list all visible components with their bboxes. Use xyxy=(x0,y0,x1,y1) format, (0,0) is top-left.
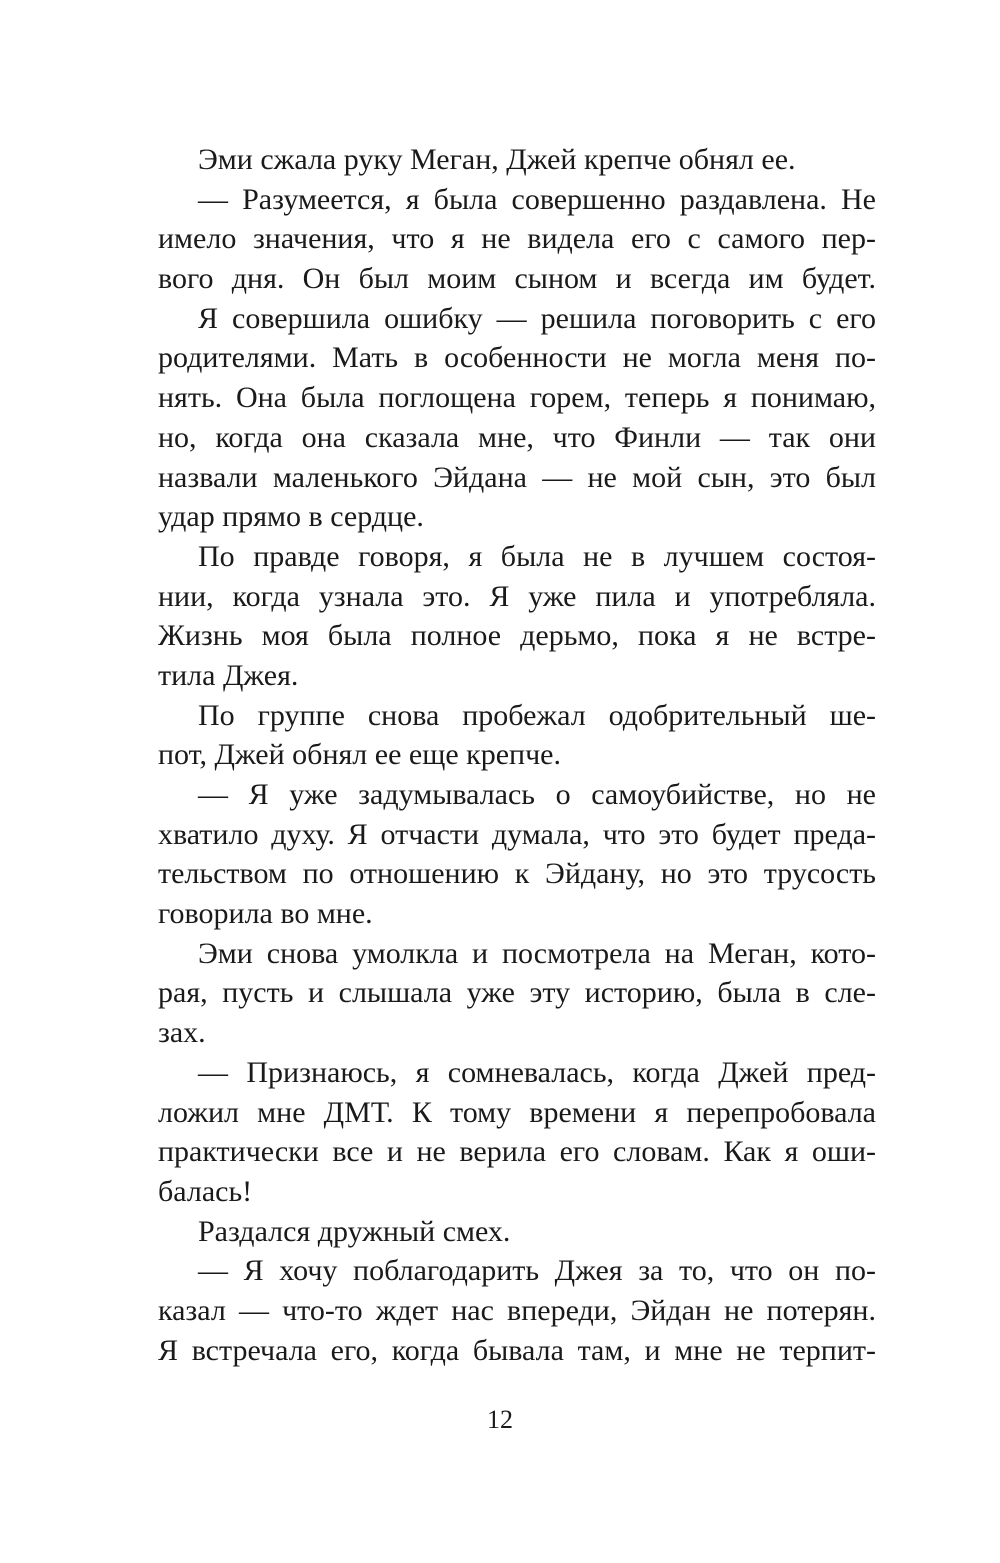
text-line: Эми снова умолкла и посмотрела на Меган, кото- xyxy=(198,936,876,970)
text-line: Эми сжала руку Меган, Джей крепче обнял ее. xyxy=(198,143,796,176)
text-line: но, когда она сказала мне, что Финли — так они xyxy=(158,420,876,454)
text-line: Я совершила ошибку — решила поговорить с его xyxy=(198,301,876,335)
text-line: имело значения, что я не видела его с самого пер- xyxy=(158,222,876,256)
body-text xyxy=(158,140,876,1370)
text-line: пот, Джей обнял ее еще крепче. xyxy=(158,738,561,772)
text-line: зах. xyxy=(158,1016,206,1050)
text-line: — Я уже задумывалась о самоубийстве, но не xyxy=(198,778,876,811)
text-line: По группе снова пробежал одобрительный ше- xyxy=(198,698,876,732)
text-line: рая, пусть и слышала уже эту историю, была в сле- xyxy=(158,976,876,1010)
text-line: По правде говоря, я была не в лучшем состоя- xyxy=(198,539,876,573)
text-line: родителями. Мать в особенности не могла меня по- xyxy=(158,341,876,375)
text-line: назвали маленького Эйдана — не мой сын, это был xyxy=(158,460,876,494)
text-line: Жизнь моя была полное дерьмо, пока я не встре- xyxy=(158,619,876,653)
text-line: вого дня. Он был моим сыном и всегда им будет. xyxy=(158,262,876,296)
text-line: казал — что-то ждет нас впереди, Эйдан не потерян. xyxy=(158,1293,876,1327)
text-line: Раздался дружный смех. xyxy=(198,1214,511,1248)
text-line: тила Джея. xyxy=(158,658,299,692)
text-line: практически все и не верила его словам. Как я оши- xyxy=(158,1135,876,1169)
text-line: удар прямо в сердце. xyxy=(158,500,424,534)
text-line: — Разумеется, я была совершенно раздавлена. Не xyxy=(198,182,876,216)
text-line: — Я хочу поблагодарить Джея за то, что он по- xyxy=(198,1254,876,1288)
text-line: Я встречала его, когда бывала там, и мне не терпит- xyxy=(158,1333,876,1367)
text-line: нии, когда узнала это. Я уже пила и употребляла. xyxy=(158,579,876,613)
text-line: хватило духу. Я отчасти думала, что это будет преда- xyxy=(158,817,876,851)
text-line: ложил мне ДМТ. К тому времени я перепробовала xyxy=(158,1095,876,1129)
text-line: нять. Она была поглощена горем, теперь я понимаю, xyxy=(158,381,876,415)
text-line: — Признаюсь, я сомневалась, когда Джей пред- xyxy=(198,1055,876,1089)
page-number: 12 xyxy=(487,1405,513,1434)
text-line: говорила во мне. xyxy=(158,897,373,931)
text-line: тельством по отношению к Эйдану, но это трусость xyxy=(158,857,876,891)
text-line: балась! xyxy=(158,1174,253,1208)
